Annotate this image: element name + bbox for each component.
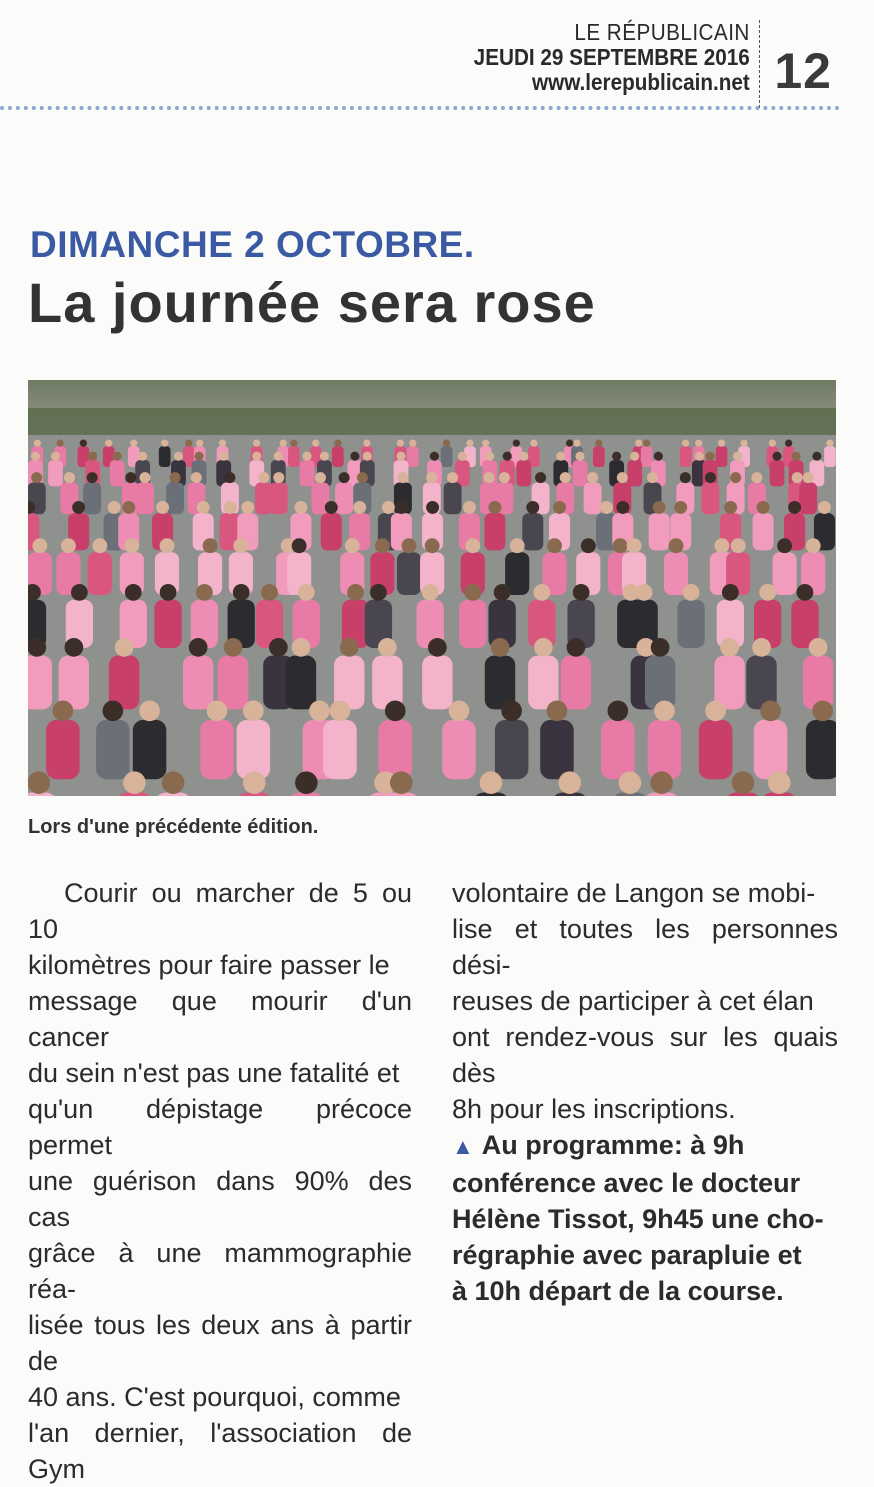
publication-name: LE RÉPUBLICAIN	[574, 19, 750, 45]
issue-date: JEUDI 29 SEPTEMBRE 2016	[473, 44, 750, 70]
text-line: kilomètres pour faire passer le	[28, 950, 390, 980]
article-headline: La journée sera rose	[28, 271, 596, 334]
text-line: une guérison dans 90% des cas	[28, 1166, 412, 1232]
article-column-2	[452, 875, 838, 1309]
article-kicker: DIMANCHE 2 OCTOBRE.	[30, 224, 475, 265]
paragraph-continuation	[452, 875, 838, 1127]
website-link[interactable]: www.lerepublicain.net	[532, 69, 750, 95]
top-dotted-rule	[0, 106, 840, 110]
text-line: lisée tous les deux ans à partir de	[28, 1310, 412, 1376]
text-line: volontaire de Langon se mobi-	[452, 878, 816, 908]
triangle-bullet-icon: ▲	[452, 1134, 474, 1159]
crowd-illustration	[28, 380, 836, 796]
text-line: à 10h départ de la course.	[452, 1276, 784, 1306]
text-line: reuses de participer à cet élan	[452, 986, 814, 1016]
text-line: l'an dernier, l'association de Gym	[28, 1418, 412, 1484]
text-line: Courir ou marcher de 5 ou 10	[28, 878, 412, 944]
masthead	[412, 20, 832, 110]
masthead-divider	[759, 20, 760, 108]
text-line: régraphie avec parapluie et	[452, 1240, 802, 1270]
text-line: qu'un dépistage précoce permet	[28, 1094, 412, 1160]
article-column-1	[28, 875, 412, 1487]
text-line: lise et toutes les personnes dési-	[452, 914, 838, 980]
text-line: Hélène Tissot, 9h45 une cho-	[452, 1204, 824, 1234]
text-line: grâce à une mammographie réa-	[28, 1238, 412, 1304]
event-photo	[28, 380, 836, 796]
text-line: ont rendez-vous sur les quais dès	[452, 1022, 838, 1088]
photo-caption: Lors d'une précédente édition.	[28, 816, 319, 838]
text-line: message que mourir d'un cancer	[28, 986, 412, 1052]
text-line: 40 ans. C'est pourquoi, comme	[28, 1382, 401, 1412]
programme-paragraph	[452, 1127, 838, 1309]
text-line: conférence avec le docteur	[452, 1168, 801, 1198]
masthead-text	[474, 20, 750, 95]
text-line: du sein n'est pas une fatalité et	[28, 1058, 400, 1088]
paragraph-intro	[28, 875, 412, 1487]
text-line: Au programme: à 9h	[481, 1130, 745, 1160]
text-line: 8h pour les inscriptions.	[452, 1094, 736, 1124]
page-number: 12	[774, 43, 832, 99]
